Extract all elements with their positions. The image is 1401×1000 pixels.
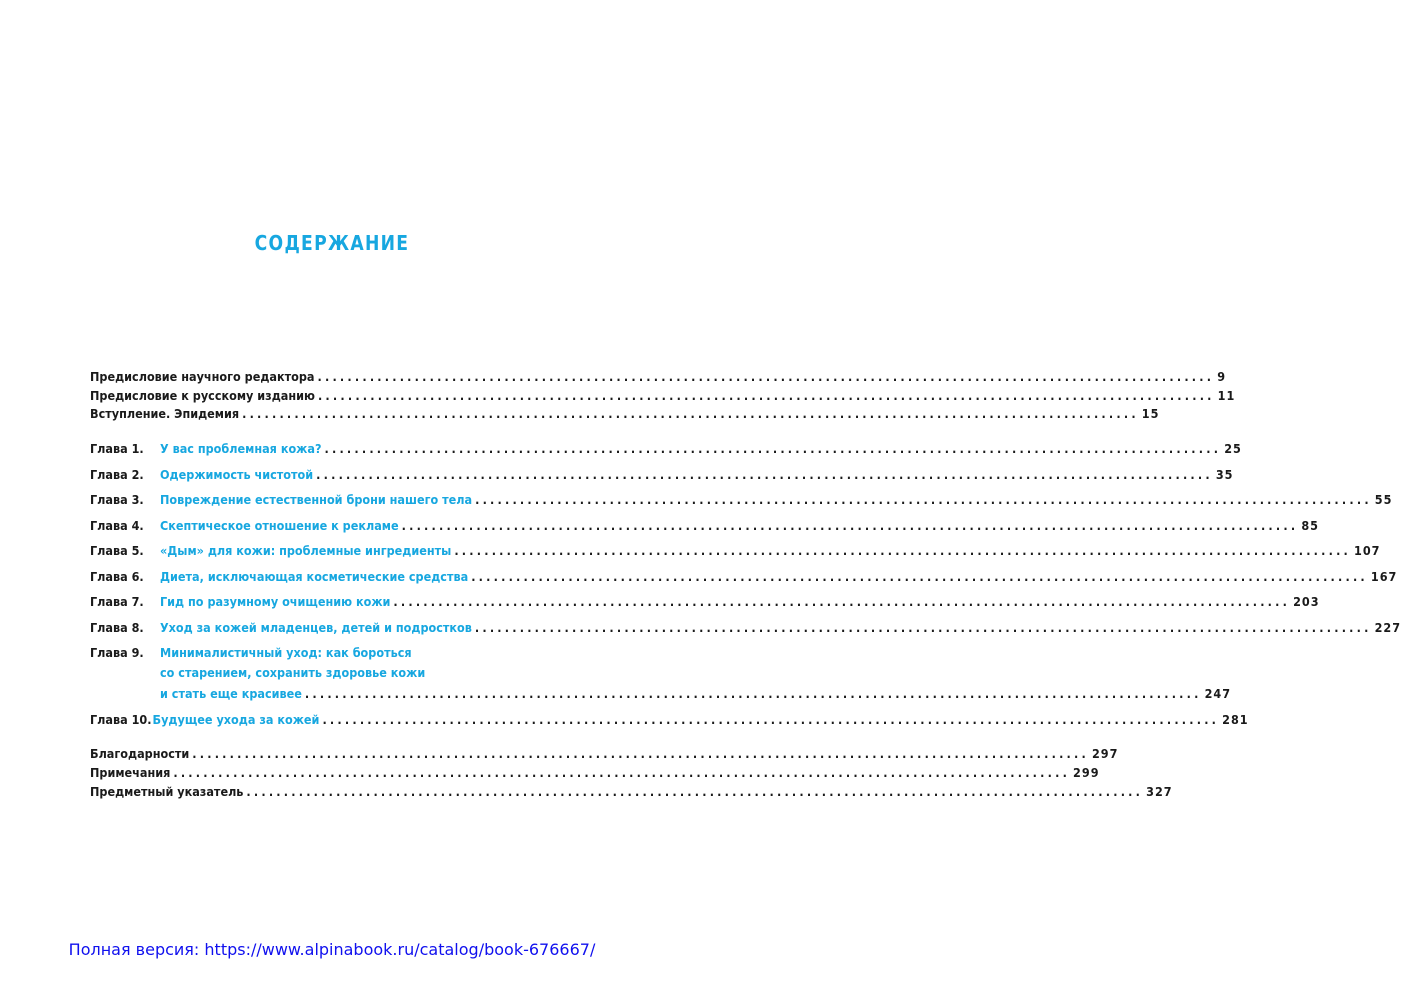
toc-entry-chapter-1[interactable] <box>90 441 1242 456</box>
chapter-title-line-3: и стать еще красивее <box>160 686 302 701</box>
chapter-title: Уход за кожей младенцев, детей и подростков <box>160 620 472 635</box>
chapter-number: Глава 7. <box>90 594 144 609</box>
toc-entry-chapter-10[interactable] <box>90 712 1249 727</box>
toc-leader-dots: ........................................................................................................................ <box>173 765 1071 780</box>
chapter-number: Глава 8. <box>90 620 144 635</box>
toc-entry-label: Примечания <box>90 765 171 780</box>
toc-entry-label: Вступление. Эпидемия <box>90 406 240 421</box>
chapter-number: Глава 4. <box>90 518 144 533</box>
toc-page-number: 55 <box>1374 492 1393 507</box>
toc-page-number: 35 <box>1215 467 1234 482</box>
toc-leader-dots: ........................................................................................................................ <box>474 620 1372 635</box>
toc-entry-back-3[interactable] <box>90 784 1173 799</box>
toc-leader-dots: ........................................................................................................................ <box>317 369 1215 384</box>
toc-page-number: 11 <box>1217 388 1236 403</box>
toc-page-number: 15 <box>1141 406 1160 421</box>
chapter-title-line-2: со старением, сохранить здоровье кожи <box>160 665 426 680</box>
toc-page-number: 297 <box>1091 746 1119 761</box>
toc-entry-chapter-8[interactable] <box>90 620 1401 635</box>
chapter-title: Одержимость чистотой <box>160 467 314 482</box>
toc-leader-dots: ........................................................................................................................ <box>316 467 1213 482</box>
chapter-title: «Дым» для кожи: проблемные ингредиенты <box>160 543 452 558</box>
toc-leader-dots: ........................................................................................................................ <box>401 518 1299 533</box>
toc-leader-dots: ........................................................................................................................ <box>192 746 1089 761</box>
toc-leader-dots: ........................................................................................................................ <box>246 784 1144 799</box>
toc-leader-dots: ........................................................................................................................ <box>324 441 1222 456</box>
chapter-number: Глава 3. <box>90 492 144 507</box>
chapter-title: Повреждение естественной брони нашего тела <box>160 492 473 507</box>
toc-leader-dots: ........................................................................................................................ <box>242 406 1139 421</box>
toc-leader-dots: ........................................................................................................................ <box>393 594 1291 609</box>
toc-page-number: 9 <box>1217 369 1227 384</box>
chapter-number: Глава 10. <box>90 712 152 727</box>
toc-entry-chapter-3[interactable] <box>90 492 1393 507</box>
toc-entry-chapter-2[interactable] <box>90 467 1234 482</box>
toc-page-number: 25 <box>1224 441 1242 456</box>
toc-entry-chapter-5[interactable] <box>90 543 1381 558</box>
toc-leader-dots: ........................................................................................................................ <box>475 492 1372 507</box>
toc-leader-dots: ........................................................................................................................ <box>317 388 1215 403</box>
chapter-9-last-line <box>160 686 1232 701</box>
toc-entry-front-2[interactable] <box>90 388 1236 403</box>
toc-entry-front-3[interactable] <box>90 406 1160 421</box>
toc-entry-front-1[interactable] <box>90 369 1227 384</box>
toc-entry-back-1[interactable] <box>90 746 1119 761</box>
toc-entry-back-2[interactable] <box>90 765 1100 780</box>
toc-leader-dots: ........................................................................................................................ <box>304 686 1202 701</box>
chapter-number: Глава 2. <box>90 467 144 482</box>
toc-leader-dots: ........................................................................................................................ <box>471 569 1368 584</box>
chapter-title: Будущее ухода за кожей <box>152 712 320 727</box>
chapter-number: Глава 6. <box>90 569 144 584</box>
chapter-title: Диета, исключающая косметические средства <box>160 569 469 584</box>
page-title: СОДЕРЖАНИЕ <box>254 231 410 255</box>
toc-entry-chapter-7[interactable] <box>90 594 1320 609</box>
toc-entry-label: Предметный указатель <box>90 784 244 799</box>
toc-page-number: 327 <box>1146 784 1173 799</box>
toc-page-number: 281 <box>1222 712 1249 727</box>
toc-entry-label: Благодарности <box>90 746 190 761</box>
toc-leader-dots: ........................................................................................................................ <box>322 712 1220 727</box>
chapter-9-number-row <box>90 645 170 660</box>
full-version-link[interactable]: Полная версия: https://www.alpinabook.ru/catalog/book-676667/ <box>68 940 596 959</box>
chapter-title: У вас проблемная кожа? <box>160 441 322 456</box>
toc-page-number: 107 <box>1354 543 1381 558</box>
toc-page-number: 167 <box>1370 569 1398 584</box>
toc-page-number: 85 <box>1301 518 1319 533</box>
toc-entry-chapter-6[interactable] <box>90 569 1398 584</box>
chapter-title-line-1: Минималистичный уход: как бороться <box>160 645 412 660</box>
toc-page-number: 299 <box>1073 765 1100 780</box>
toc-leader-dots: ........................................................................................................................ <box>454 543 1352 558</box>
toc-page-number: 247 <box>1204 686 1232 701</box>
chapter-number: Глава 1. <box>90 441 144 456</box>
chapter-number: Глава 9. <box>90 645 144 660</box>
chapter-title: Гид по разумному очищению кожи <box>160 594 391 609</box>
toc-page-number: 203 <box>1293 594 1320 609</box>
toc-entry-chapter-4[interactable] <box>90 518 1319 533</box>
toc-entry-label: Предисловие к русскому изданию <box>90 388 315 403</box>
toc-entry-label: Предисловие научного редактора <box>90 369 315 384</box>
toc-page-number: 227 <box>1374 620 1401 635</box>
chapter-title: Скептическое отношение к рекламе <box>160 518 399 533</box>
chapter-number: Глава 5. <box>90 543 144 558</box>
